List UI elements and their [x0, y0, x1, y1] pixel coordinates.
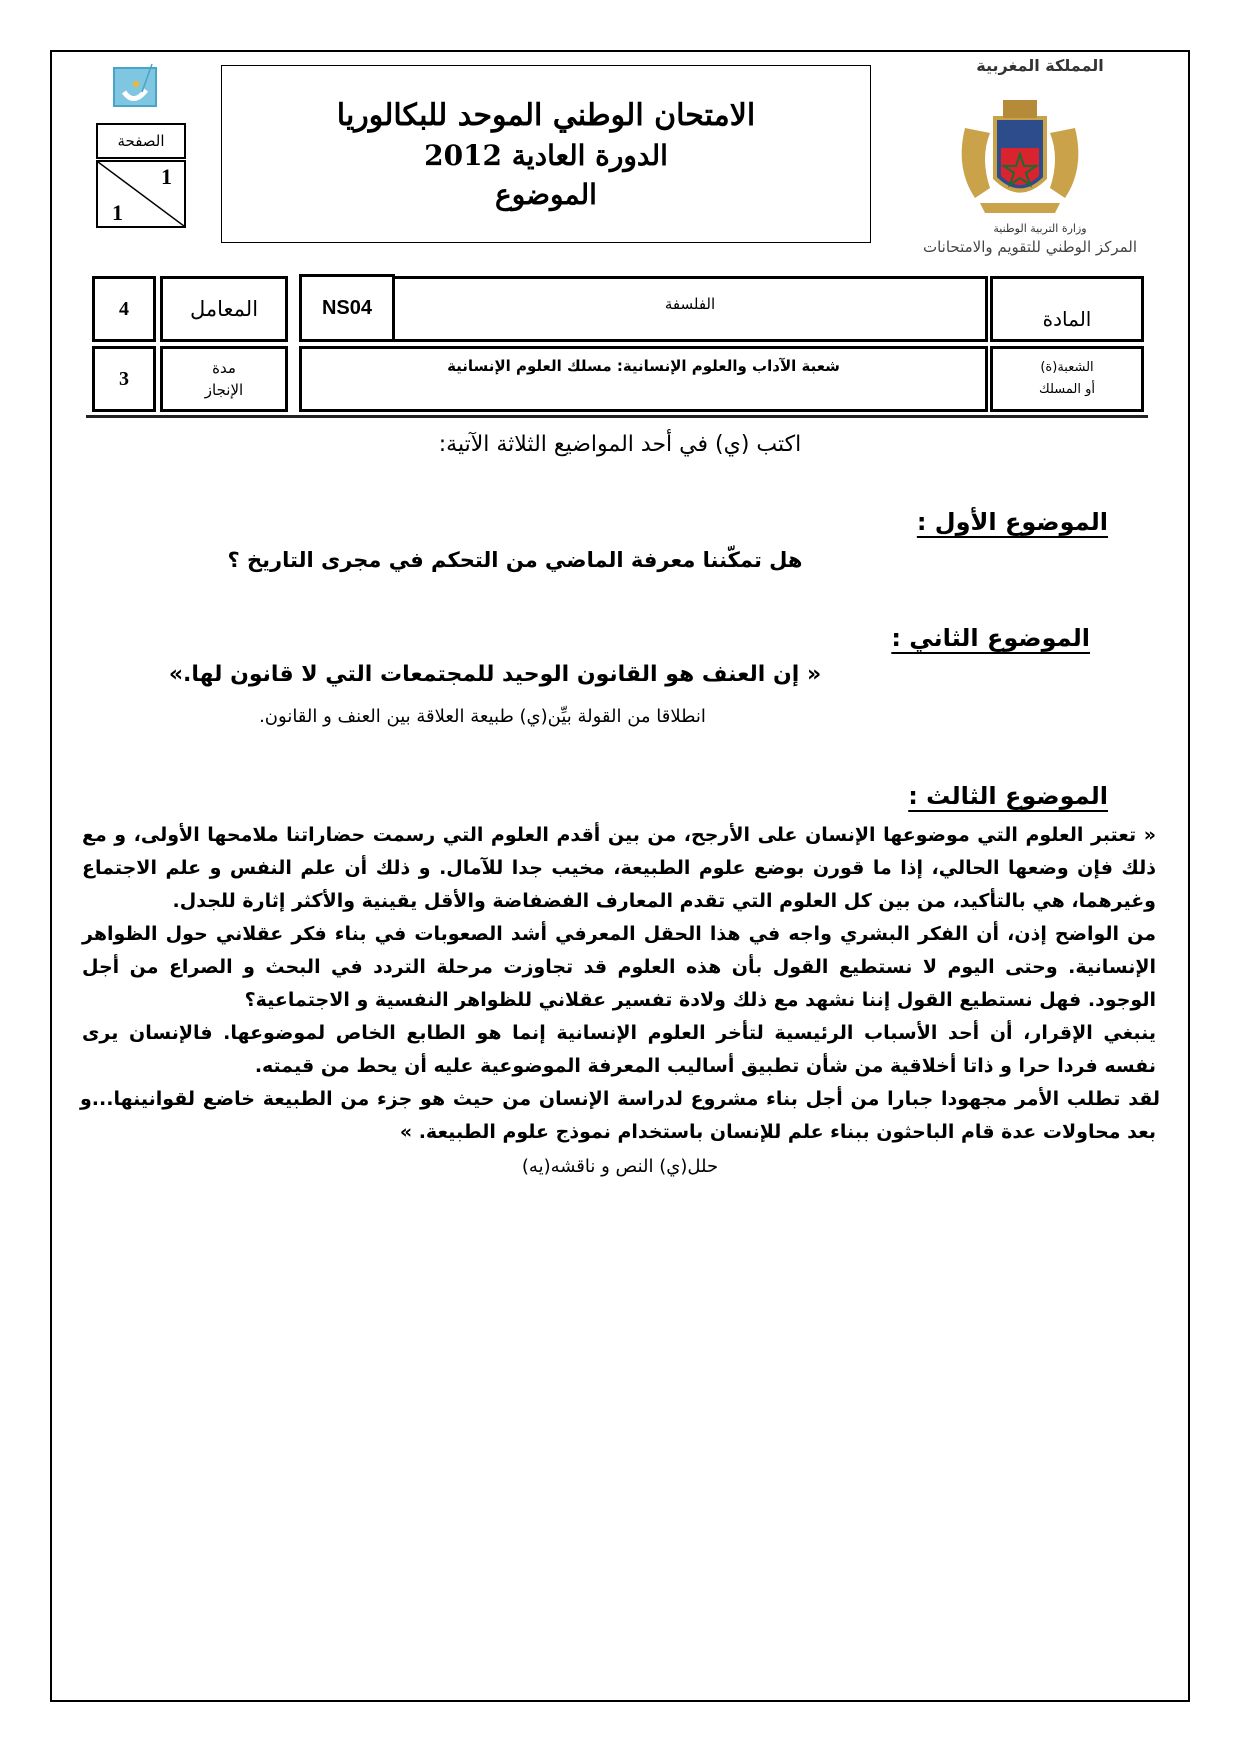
duration-value: 3 — [92, 346, 156, 412]
branch-label-line1: الشعبة(ة) — [1040, 360, 1094, 375]
topic3-text-line: ينبغي الإقرار، أن أحد الأسباب الرئيسية لتأخر العلوم الإنسانية إنما هو الطابع الخاص لموضوعها. فالإنسان يرى — [82, 1022, 1156, 1044]
duration-label-line1: مدة — [212, 359, 236, 377]
subject-name: الفلسفة — [392, 276, 988, 342]
page-label: الصفحة — [96, 123, 186, 159]
duration-label-line2: الإنجاز — [204, 381, 244, 399]
topic2-task: انطلاقا من القولة بيِّن(ي) طبيعة العلاقة بين العنف و القانون. — [259, 706, 706, 727]
coat-of-arms-icon — [945, 88, 1095, 218]
topic3-text-line: الإنسانية. وحتى اليوم لا نستطيع القول بأن هذه العلوم قد تجاوزت مرحلة التردد في البحث و الصراع من أجل — [82, 956, 1156, 978]
coefficient-value: 4 — [92, 276, 156, 342]
exam-subject-heading: الموضوع — [495, 177, 597, 211]
exam-title: الامتحان الوطني الموحد للبكالوريا — [336, 97, 756, 133]
topic2-quote: « إن العنف هو القانون الوحيد للمجتمعات التي لا قانون لها.» — [168, 662, 822, 687]
topic1-question: هل تمكّننا معرفة الماضي من التحكم في مجرى التاريخ ؟ — [227, 548, 803, 572]
topic3-task: حلل(ي) النص و ناقشه(يه) — [521, 1156, 719, 1177]
duration-label — [160, 346, 288, 412]
coefficient-label: المعامل — [160, 276, 288, 342]
topic3-text-line: الوجود. فهل نستطيع القول إننا نشهد مع ذلك ولادة تفسير عقلاني للظواهر النفسية و الاجتماعية؟ — [244, 989, 1156, 1011]
topic2-heading: الموضوع الثاني : — [891, 624, 1090, 652]
instruction: اكتب (ي) في أحد المواضيع الثلاثة الآتية: — [438, 432, 802, 457]
topic3-text-line: لقد تطلب الأمر مجهودا جبارا من أجل بناء مشروع لدراسة الإنسان من حيث هو جزء من الطبيعة خاضع لقوانينها...و — [80, 1088, 1160, 1110]
header-divider — [86, 415, 1148, 418]
topic3-text-line: « تعتبر العلوم التي موضوعها الإنسان على الأرجح، من بين أقدم العلوم التي رسمت حضاراتنا ملامحها الأولى، و مع — [82, 824, 1156, 846]
branch-label — [990, 346, 1144, 412]
topic3-text-line: ذلك فإن وضعها الحالي، إذا ما قورن بوضع علوم الطبيعة، مخيب جدا للآمال. و ذلك أن علم النفس و علم الاجتماع — [82, 857, 1156, 879]
topic1-heading: الموضوع الأول : — [916, 508, 1108, 536]
evaluation-center-label: المركز الوطني للتقويم والامتحانات — [922, 238, 1138, 256]
branch-label-line2: أو المسلك — [1039, 382, 1095, 397]
page-total: 1 — [112, 200, 123, 225]
exam-session: الدورة العادية 2012 — [424, 138, 668, 172]
ministry-label: وزارة التربية الوطنية — [993, 222, 1087, 235]
branch-name: شعبة الآداب والعلوم الإنسانية: مسلك العلوم الإنسانية — [299, 346, 988, 412]
exam-title-box — [221, 65, 871, 243]
topic3-text-line: وغيرهما، هي بالتأكيد، من بين كل العلوم التي تقدم المعارف الفضفاضة والأقل يقينية والأكثر إثارة للجدل. — [172, 890, 1156, 912]
page-number-box — [96, 160, 186, 228]
kingdom-label: المملكة المغربية — [976, 56, 1104, 75]
topic3-heading: الموضوع الثالث : — [908, 782, 1108, 810]
topic3-text-line: من الواضح إذن، أن الفكر البشري واجه في هذا الحقل المعرفي أشد الصعوبات في بناء فكر عقلاني حول الظواهر — [82, 923, 1156, 945]
subject-label: المادة — [990, 276, 1144, 342]
subject-code: NS04 — [299, 274, 395, 342]
topic3-text-line: بعد محاولات عدة قام الباحثون ببناء علم للإنسان باستخدام نموذج علوم الطبيعة. » — [399, 1121, 1156, 1143]
exam-center-logo-icon — [112, 62, 166, 110]
topic3-text-line: نفسه فردا حرا و ذاتا أخلاقية من شأن تطبيق أساليب المعرفة الموضوعية عليه أن يحط من قيمته. — [254, 1055, 1156, 1077]
page-current: 1 — [161, 164, 172, 189]
